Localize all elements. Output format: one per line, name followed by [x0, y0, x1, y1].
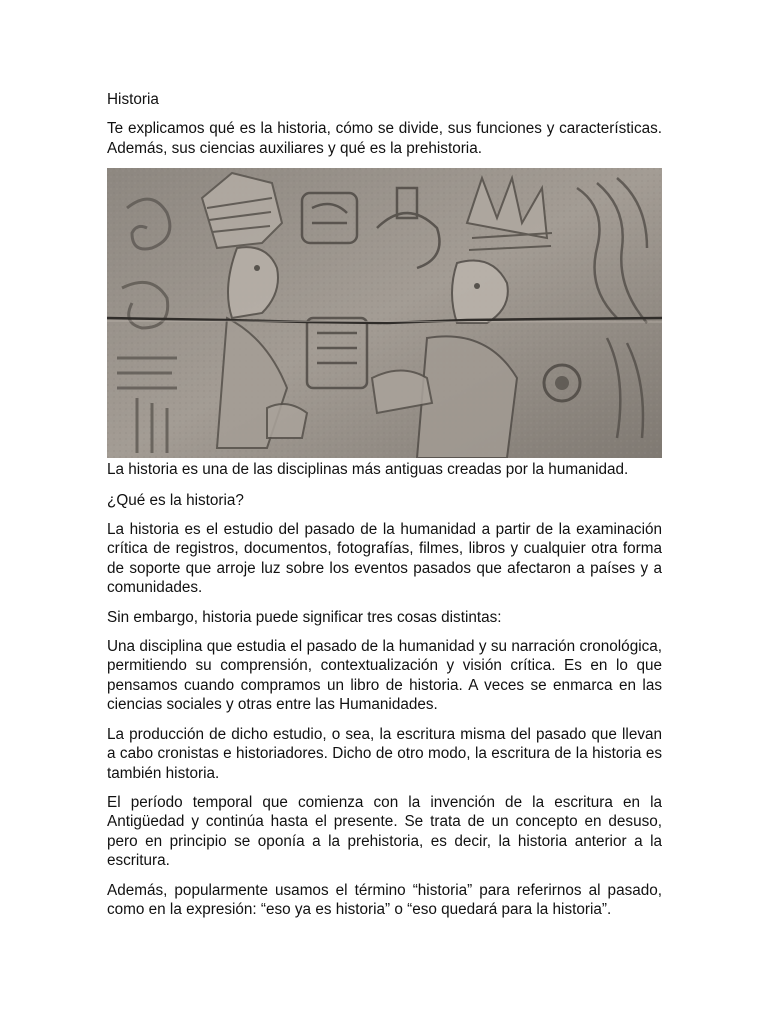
- document-body: [107, 90, 662, 929]
- image-caption: La historia es una de las disciplinas más antiguas creadas por la humanidad.: [107, 461, 629, 479]
- stone-relief-image: [107, 168, 662, 458]
- paragraph: Además, popularmente usamos el término “historia” para referirnos al pasado, como en la expresión: “eso ya es historia” o “eso quedará para la historia”.: [107, 881, 662, 918]
- paragraph: Una disciplina que estudia el pasado de la humanidad y su narración cronológica, permitiendo su comprensión, contextualización y visión crítica. Es en lo que pensamos cuando compramos un libro de historia. A veces se enmarca en las ciencias sociales y otras entre las Humanidades.: [107, 638, 662, 714]
- document-title: Historia: [107, 91, 159, 108]
- section-heading: ¿Qué es la historia?: [107, 491, 244, 509]
- paragraph: La producción de dicho estudio, o sea, la escritura misma del pasado que llevan a cabo cronistas e historiadores. Dicho de otro modo, la escritura de la historia es también historia.: [107, 725, 662, 782]
- paragraph: El período temporal que comienza con la invención de la escritura en la Antigüedad y continúa hasta el presente. Se trata de un concepto en desuso, pero en principio se oponía a la prehistoria, es decir, la historia anterior a la escritura.: [107, 793, 662, 870]
- paragraph: La historia es el estudio del pasado de la humanidad a partir de la examinación crítica de registros, documentos, fotografías, filmes, libros y cualquier otra forma de soporte que arroje luz sobre los eventos pasados que afectaron a países y a comunidades.: [107, 521, 662, 597]
- paragraph: Sin embargo, historia puede significar tres cosas distintas:: [107, 608, 502, 626]
- intro-paragraph: Te explicamos qué es la historia, cómo se divide, sus funciones y características. Además, sus ciencias auxiliares y qué es la prehistoria.: [107, 120, 662, 157]
